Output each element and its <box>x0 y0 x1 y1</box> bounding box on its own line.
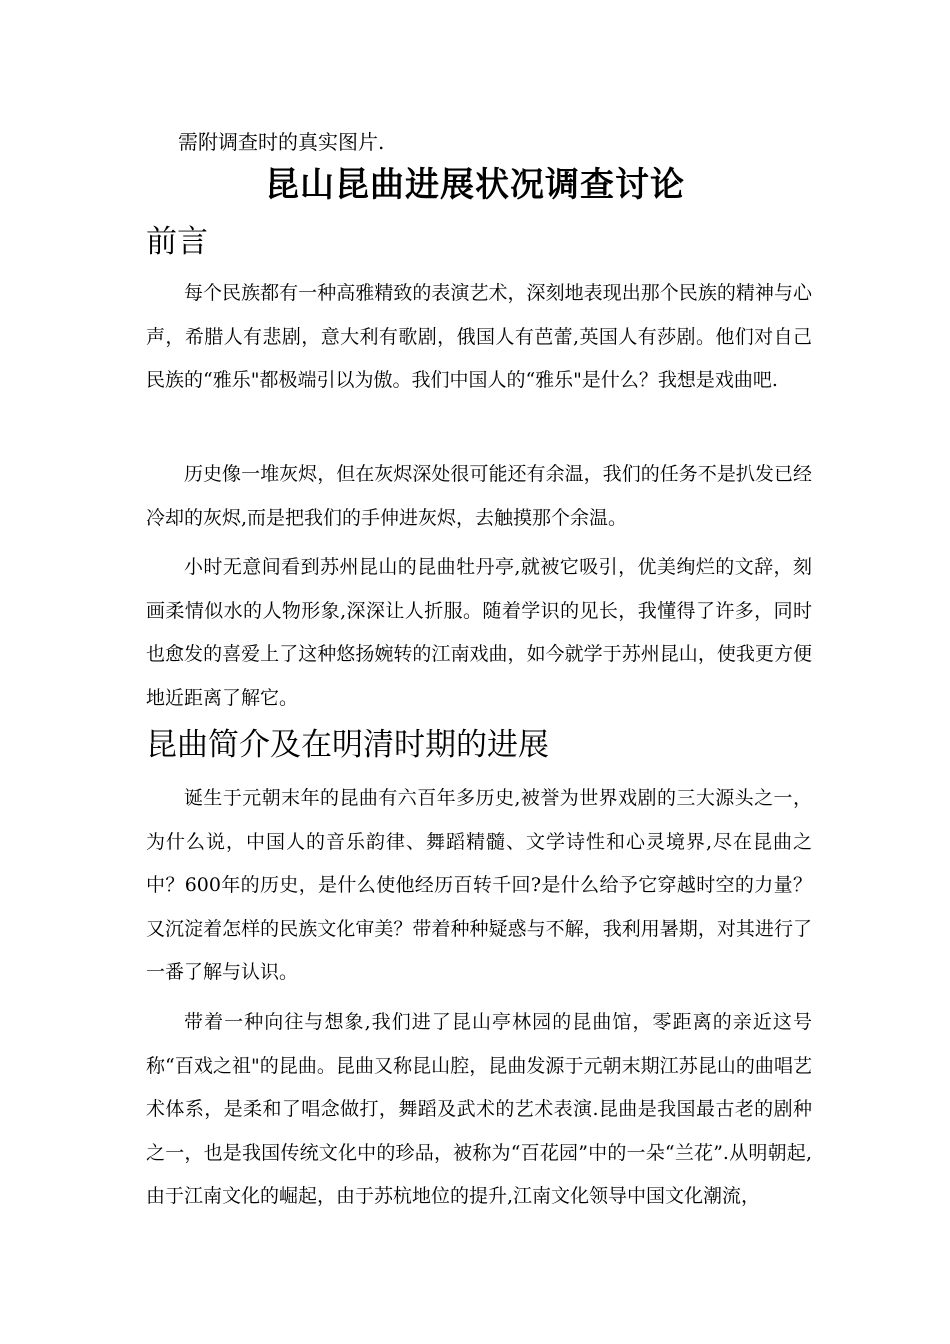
attachment-note: 需附调查时的真实图片. <box>178 130 385 154</box>
paragraph: 带着一种向往与想象,我们进了昆山亭林园的昆曲馆，零距离的亲近这号称“百戏之祖"的昆曲。昆曲又称昆山腔，昆曲发源于元朝末期江苏昆山的曲唱艺术体系，是柔和了唱念做打，舞蹈及武术的艺术表演.昆曲是我国最古老的剧种之一，也是我国传统文化中的珍品，被称为“百花园”中的一朵“兰花”.从明朝起,由于江南文化的崛起，由于苏杭地位的提升,江南文化领导中国文化潮流， <box>146 1011 812 1207</box>
section-heading-history: 昆曲简介及在明清时期的进展 <box>146 727 549 763</box>
section-heading-preface: 前言 <box>146 224 208 260</box>
paragraph: 每个民族都有一种高雅精致的表演艺术，深刻地表现出那个民族的精神与心声，希腊人有悲剧，意大利有歌剧，俄国人有芭蕾,英国人有莎剧。他们对自己民族的“雅乐"都极端引以为傲。我们中国人的“雅乐"是什么？我想是戏曲吧. <box>146 282 812 391</box>
paragraph: 诞生于元朝末年的昆曲有六百年多历史,被誉为世界戏剧的三大源头之一，为什么说，中国人的音乐韵律、舞蹈精髓、文学诗性和心灵境界,尽在昆曲之中？600年的历史，是什么使他经历百转千回?是什么给予它穿越时空的力量？又沉淀着怎样的民族文化审美？带着种种疑惑与不解，我利用暑期，对其进行了一番了解与认识。 <box>146 787 812 983</box>
paragraph: 历史像一堆灰烬，但在灰烬深处很可能还有余温，我们的任务不是扒发已经冷却的灰烬,而是把我们的手伸进灰烬，去触摸那个余温。 <box>146 463 812 529</box>
paragraph: 小时无意间看到苏州昆山的昆曲牡丹亭,就被它吸引，优美绚烂的文辞，刻画柔情似水的人物形象,深深让人折服。随着学识的见长，我懂得了许多，同时也愈发的喜爱上了这种悠扬婉转的江南戏曲，如今就学于苏州昆山，使我更方便地近距离了解它。 <box>146 556 812 709</box>
document-title: 昆山昆曲进展状况调查讨论 <box>265 165 685 205</box>
